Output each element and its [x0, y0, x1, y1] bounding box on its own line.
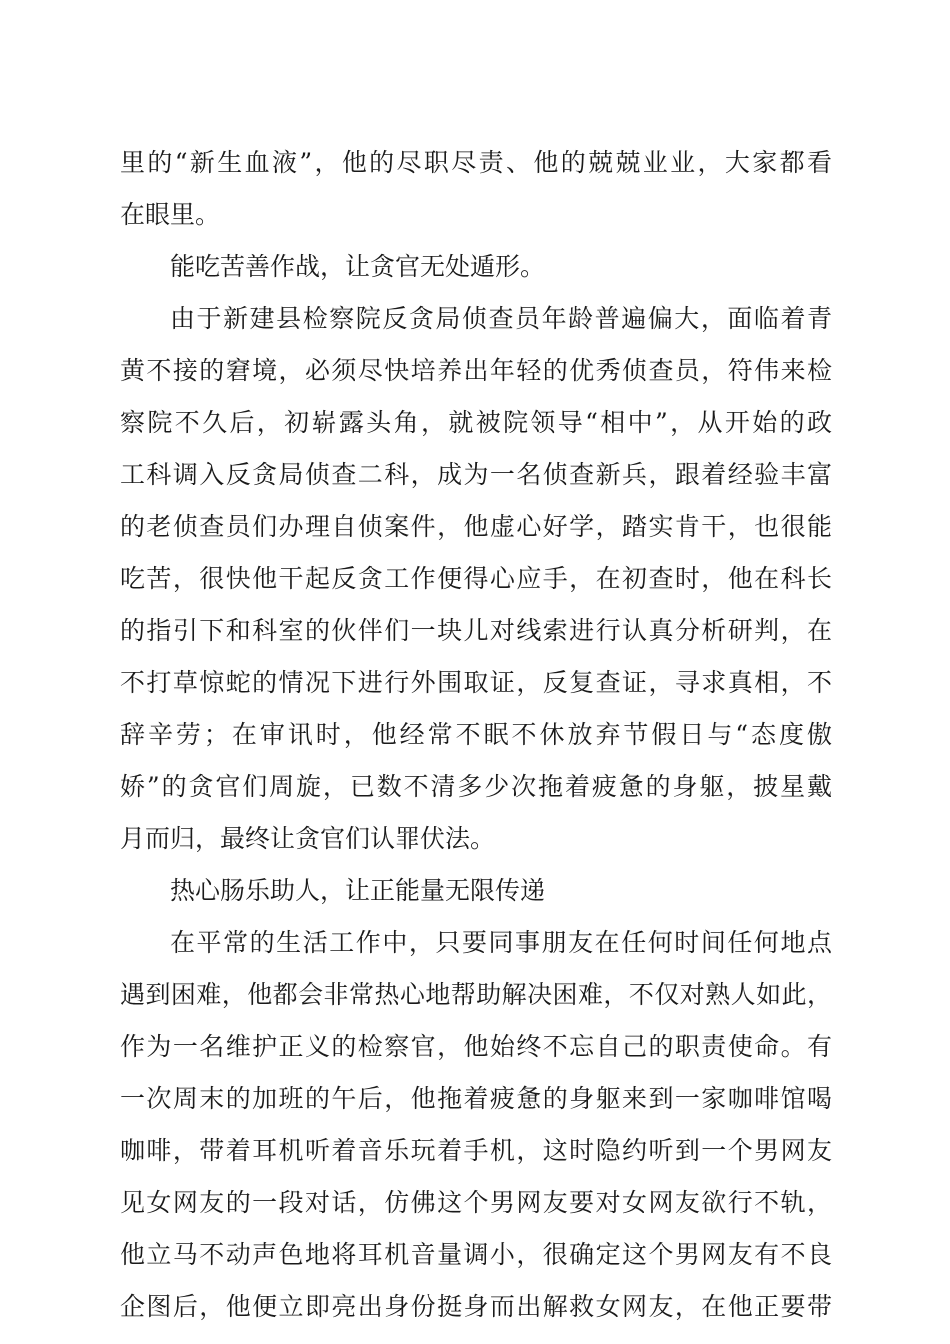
text-line: 娇”的贪官们周旋，已数不清多少次拖着疲惫的身躯，披星戴	[120, 772, 832, 801]
text-line: 察院不久后，初崭露头角，就被院领导“相中”，从开始的政	[120, 408, 832, 437]
section-heading: 热心肠乐助人，让正能量无限传递	[170, 876, 546, 905]
section-heading: 能吃苦善作战，让贪官无处遁形。	[170, 252, 546, 281]
text-line: 咖啡，带着耳机听着音乐玩着手机，这时隐约听到一个男网友	[120, 1136, 832, 1165]
text-line: 在眼里。	[120, 200, 221, 229]
text-line: 由于新建县检察院反贪局侦查员年龄普遍偏大，面临着青	[170, 304, 832, 333]
text-line: 黄不接的窘境，必须尽快培养出年轻的优秀侦查员，符伟来检	[120, 356, 832, 385]
text-line: 在平常的生活工作中，只要同事朋友在任何时间任何地点	[170, 928, 832, 957]
text-line: 辞辛劳；在审讯时，他经常不眠不休放弃节假日与“态度傲	[120, 720, 832, 749]
text-line: 里的“新生血液”，他的尽职尽责、他的兢兢业业，大家都看	[120, 148, 832, 177]
text-line: 见女网友的一段对话，仿佛这个男网友要对女网友欲行不轨，	[120, 1188, 832, 1217]
text-line: 遇到困难，他都会非常热心地帮助解决困难，不仅对熟人如此，	[120, 980, 832, 1009]
text-line: 的老侦查员们办理自侦案件，他虚心好学，踏实肯干，也很能	[120, 512, 832, 541]
text-line: 一次周末的加班的午后，他拖着疲惫的身躯来到一家咖啡馆喝	[120, 1084, 832, 1113]
text-line: 不打草惊蛇的情况下进行外围取证，反复查证，寻求真相，不	[120, 668, 832, 697]
text-line: 他立马不动声色地将耳机音量调小，很确定这个男网友有不良	[120, 1240, 832, 1269]
text-line: 工科调入反贪局侦查二科，成为一名侦查新兵，跟着经验丰富	[120, 460, 832, 489]
text-line: 企图后，他便立即亮出身份挺身而出解救女网友，在他正要带	[120, 1292, 832, 1321]
text-line: 吃苦，很快他干起反贪工作便得心应手，在初查时，他在科长	[120, 564, 832, 593]
text-line: 月而归，最终让贪官们认罪伏法。	[120, 824, 496, 853]
text-line: 的指引下和科室的伙伴们一块儿对线索进行认真分析研判，在	[120, 616, 832, 645]
text-line: 作为一名维护正义的检察官，他始终不忘自己的职责使命。有	[120, 1032, 832, 1061]
body-text	[120, 137, 832, 1333]
